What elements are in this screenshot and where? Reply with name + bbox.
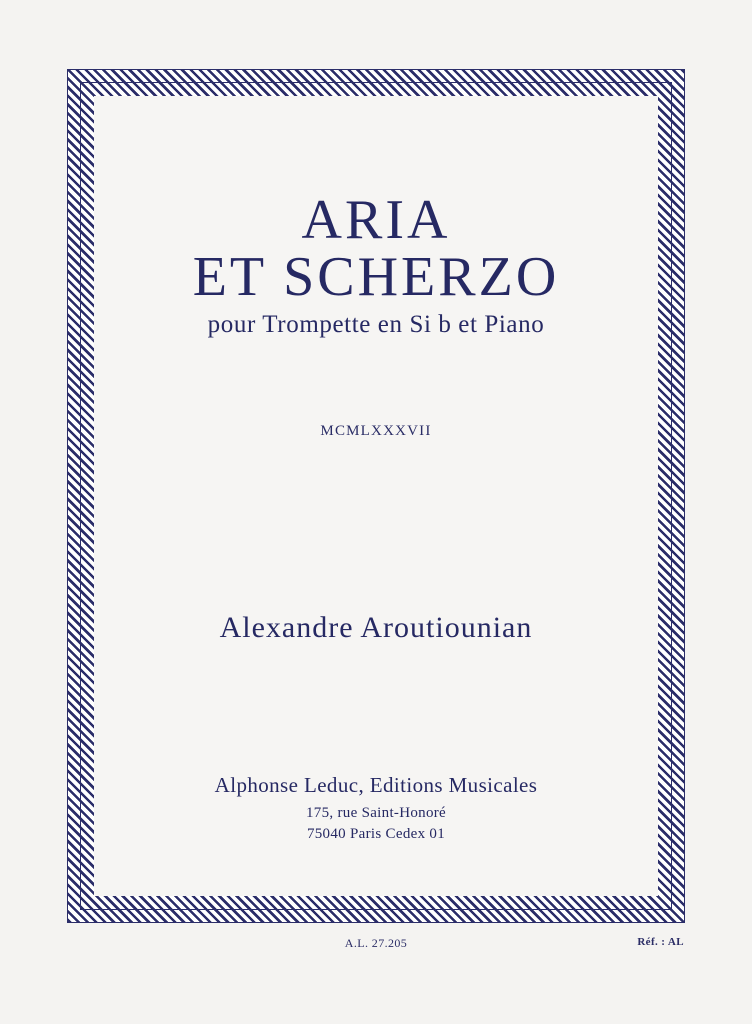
publisher-address-line-1: 175, rue Saint-Honoré	[305, 805, 447, 821]
year-roman-numerals: MCMLXXXVII	[320, 423, 432, 439]
composer-name: Alexandre Aroutiounian	[219, 611, 533, 644]
subtitle: pour Trompette en Si b et Piano	[207, 311, 545, 338]
cover-content	[81, 83, 671, 909]
publisher-address-line-2: 75040 Paris Cedex 01	[306, 826, 446, 842]
plate-number: A.L. 27.205	[344, 936, 408, 950]
title-line-1: ARIA	[301, 189, 451, 251]
title-line-2: ET SCHERZO	[192, 246, 560, 308]
reference-number: Réf. : AL	[637, 936, 684, 948]
footer	[68, 936, 684, 956]
publisher-name: Alphonse Leduc, Editions Musicales	[214, 773, 538, 797]
